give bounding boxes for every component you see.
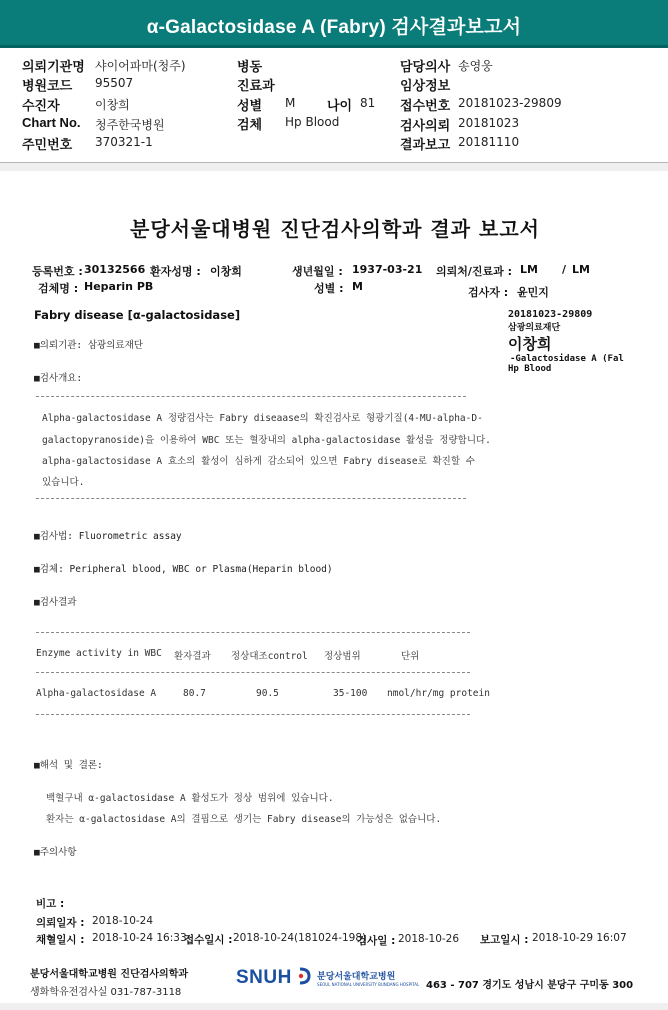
divider (36, 672, 470, 673)
overview-line: Alpha-galactosidase A 정량검사는 Fabry diseaase의 확진검사로 형광기질(4-MU-alpha-D- (42, 413, 483, 424)
divider (36, 714, 470, 715)
institution-label: 의뢰기관명 (22, 59, 85, 74)
dept-slash: / (562, 263, 567, 276)
dept-label: 의뢰처/진료과 : (436, 265, 513, 278)
specimen-value: Hp Blood (285, 115, 340, 129)
divider (36, 632, 470, 633)
doctor-label: 담당의사 (400, 59, 451, 74)
sex-value: M (285, 96, 296, 110)
sex-label: 성별 (237, 98, 263, 113)
test-name: Fabry disease [α-galactosidase] (34, 308, 241, 322)
age-value: 81 (360, 96, 376, 110)
doctor-value: 송영웅 (458, 59, 493, 73)
report-sex-label: 성별 : (314, 282, 344, 295)
reg-no-label: 등록번호 : (32, 265, 83, 278)
test-date-value: 2018-10-26 (398, 933, 460, 945)
age-label: 나이 (327, 98, 353, 113)
dept-value: LM (520, 263, 538, 276)
receive-label: 접수일시 : (184, 934, 233, 946)
table-cell-patient-result: 80.7 (183, 688, 206, 699)
scanned-report (12, 171, 658, 1003)
caution-heading: ■주의사항 (34, 847, 77, 858)
table-header-range: 정상범위 (324, 651, 361, 662)
result-heading: ■검사결과 (34, 597, 77, 608)
institution-line: ■의뢰기관: 삼광의료재단 (34, 340, 143, 351)
interpretation-heading: ■해석 및 결론: (34, 760, 103, 771)
hospital-address: 463 - 707 경기도 성남시 분당구 구미동 300 (426, 980, 634, 991)
request-date-label: 의뢰일자 : (36, 917, 85, 929)
collect-value: 2018-10-24 16:33 (92, 932, 187, 944)
specimen-name-label: 검체명 : (38, 282, 79, 295)
method-line: ■검사법: Fluorometric assay (34, 531, 182, 542)
test-date-label: 검사일 : (357, 935, 396, 947)
collect-label: 채혈일시 : (36, 934, 85, 946)
sticker-lab: 삼광의료재단 (508, 323, 561, 333)
ward-label: 병동 (237, 59, 263, 74)
remark-label: 비고 : (36, 898, 65, 910)
report-date-value: 20181110 (458, 135, 520, 149)
resident-no-value: 370321-1 (95, 135, 153, 149)
chart-no-value: 청주한국병원 (95, 118, 165, 132)
interpretation-line: 백혈구내 α-galactosidase A 활성도가 정상 범위에 있습니다. (46, 793, 334, 804)
table-header-control: 정상대조control (231, 651, 308, 662)
specimen-name-value: Heparin PB (84, 280, 154, 293)
receipt-no-value: 20181023-29809 (458, 96, 562, 110)
overview-line: alpha-galactosidase A 효소의 활성이 심하게 감소되어 있으면 Fabry disease로 확진할 수 (42, 456, 475, 467)
snuh-logo (236, 967, 419, 993)
hospital-code-label: 병원코드 (22, 78, 73, 93)
report-date-label: 결과보고 (400, 137, 451, 152)
patient-name-value: 이창희 (210, 265, 242, 278)
hospital-dept: 분당서울대학교병원 진단검사의학과 (30, 969, 189, 980)
table-header-enzyme: Enzyme activity in WBC (36, 648, 162, 659)
table-cell-enzyme: Alpha-galactosidase A (36, 688, 157, 699)
dob-label: 생년월일 : (292, 265, 343, 278)
snuh-emblem-icon (297, 967, 311, 985)
reg-no-value: 30132566 (84, 263, 146, 276)
department-label: 진료과 (237, 78, 275, 93)
dept2-value: LM (572, 263, 590, 276)
table-header-unit: 단위 (401, 651, 420, 662)
divider (36, 396, 466, 397)
patient-name-label: 환자성명 : (150, 265, 201, 278)
sticker-receipt-no: 20181023-29809 (508, 309, 593, 320)
spacer (0, 163, 668, 171)
report-title: 분당서울대병원 진단검사의학과 결과 보고서 (130, 217, 540, 241)
receipt-no-label: 접수번호 (400, 98, 451, 113)
tester-label: 검사자 : (468, 286, 509, 299)
receive-value: 2018-10-24(181024-198) (233, 932, 367, 944)
overview-line: 있습니다. (42, 477, 85, 488)
specimen-sticker (508, 309, 648, 374)
report-time-label: 보고일시 : (480, 934, 529, 946)
report-sex-value: M (352, 280, 363, 293)
page-bottom-strip (0, 1003, 668, 1010)
tester-value: 윤민지 (517, 286, 549, 299)
snuh-logo-korean: 분당서울대학교병원 (317, 972, 396, 982)
overview-line: galactopyranoside)을 이용하여 WBC 또는 혈장내의 alpha-galactosidase 활성을 정량합니다. (42, 435, 491, 446)
table-cell-unit: nmol/hr/mg protein (387, 688, 490, 699)
request-date-label: 검사의뢰 (400, 118, 451, 133)
request-date-value: 20181023 (458, 116, 520, 130)
institution-value: 샤이어파마(청주) (95, 59, 186, 73)
divider (36, 498, 466, 499)
lab-phone: 생화학유전검사실 031-787-3118 (30, 987, 182, 998)
snuh-logo-subtitle: SEOUL NATIONAL UNIVERSITY BUNDANG HOSPITAL (317, 982, 420, 987)
table-header-patient: 환자결과 (174, 651, 211, 662)
report-time-value: 2018-10-29 16:07 (532, 932, 627, 944)
specimen-label: 검체 (237, 117, 263, 132)
patient-value: 이창희 (95, 98, 130, 112)
hospital-code-value: 95507 (95, 76, 134, 90)
resident-no-label: 주민번호 (22, 137, 73, 152)
sticker-specimen: Hp Blood (508, 364, 552, 374)
table-cell-control: 90.5 (256, 688, 279, 699)
patient-label: 수진자 (22, 98, 60, 113)
sticker-test: -Galactosidase A (Fal (510, 354, 624, 364)
chart-no-label: Chart No. (22, 115, 81, 130)
snuh-logo-text: SNUH (236, 967, 292, 988)
sample-line: ■검체: Peripheral blood, WBC or Plasma(Heparin blood) (34, 564, 333, 575)
page-title: α-Galactosidase A (Fabry) 검사결과보고서 (146, 17, 522, 38)
request-date-value: 2018-10-24 (92, 915, 154, 927)
sticker-patient: 이창희 (508, 335, 552, 353)
interpretation-line: 환자는 α-galactosidase A의 결핍으로 생기는 Fabry disease의 가능성은 없습니다. (46, 814, 442, 825)
dob-value: 1937-03-21 (352, 263, 423, 276)
table-cell-range: 35-100 (333, 688, 368, 699)
report-header-bar (0, 0, 668, 48)
overview-heading: ■검사개요: (34, 373, 83, 384)
clinical-info-label: 임상정보 (400, 78, 451, 93)
